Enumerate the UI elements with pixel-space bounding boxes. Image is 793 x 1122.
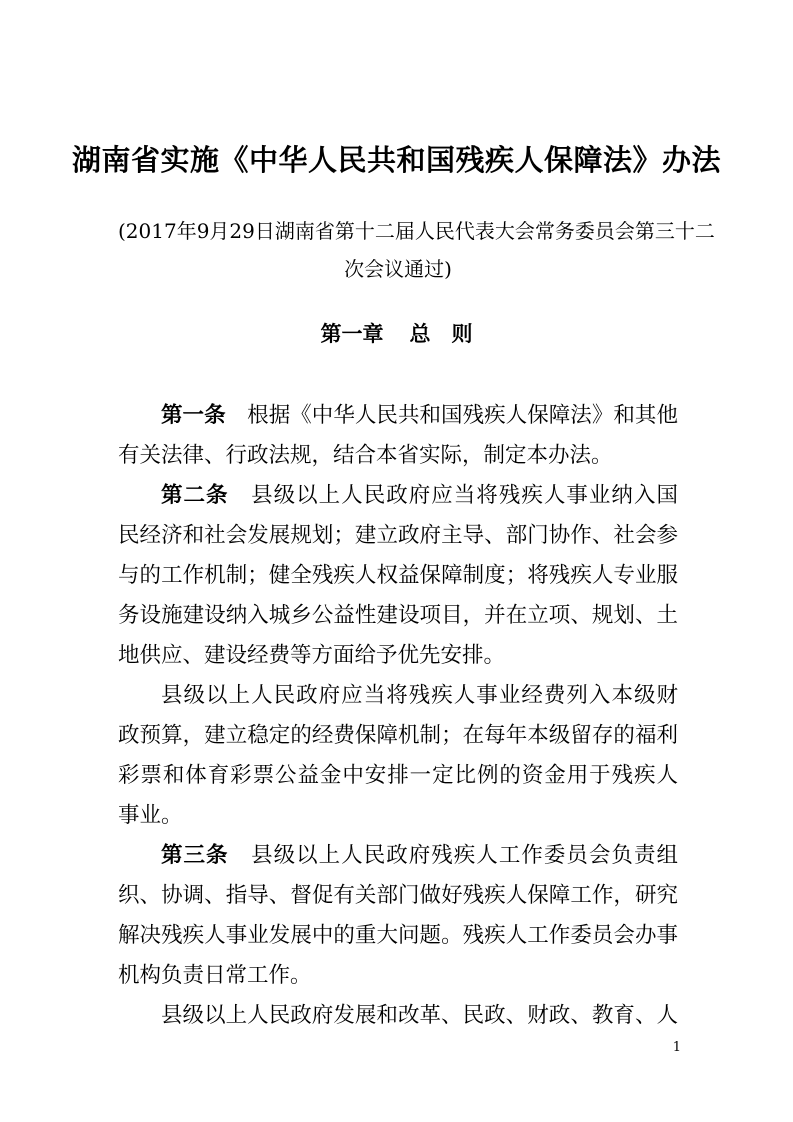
article-3-text-1: 县级以上人民政府残疾人工作委员会负责组 <box>251 843 678 868</box>
article-3-line-4: 机构负责日常工作。 <box>118 963 312 988</box>
article-1-line-2: 有关法律、行政法规，结合本省实际，制定本办法。 <box>118 443 613 468</box>
chapter-name: 总 则 <box>409 321 473 346</box>
article-3-p2-line-1: 县级以上人民政府发展和改革、民政、财政、教育、人 <box>161 1003 678 1028</box>
article-2 <box>118 476 678 676</box>
article-2-paragraph-2 <box>118 676 678 836</box>
article-3-line-2: 织、协调、指导、督促有关部门做好残疾人保障工作，研究 <box>118 883 678 908</box>
article-3-label: 第三条 <box>161 843 229 868</box>
adoption-note-line-2: 次会议通过) <box>344 257 452 281</box>
article-3-line-1 <box>118 836 678 876</box>
article-2-label: 第二条 <box>161 483 229 508</box>
article-1-line-1 <box>118 396 678 436</box>
page-number: 1 <box>672 1040 681 1055</box>
article-2-p2-line-3: 彩票和体育彩票公益金中安排一定比例的资金用于残疾人 <box>118 763 678 788</box>
article-3-line-3: 解决残疾人事业发展中的重大问题。残疾人工作委员会办事 <box>118 923 678 948</box>
adoption-note-line-1: (2017年9月29日湖南省第十二届人民代表大会常务委员会第三十二 <box>118 219 715 243</box>
adoption-note <box>118 212 715 288</box>
document-body <box>118 396 678 1036</box>
article-1-text-1: 根据《中华人民共和国残疾人保障法》和其他 <box>247 403 678 428</box>
article-2-p2-line-4: 事业。 <box>118 803 183 828</box>
article-3-paragraph-2 <box>118 996 678 1036</box>
article-2-text-1: 县级以上人民政府应当将残疾人事业纳入国 <box>251 483 678 508</box>
article-2-line-3: 与的工作机制；健全残疾人权益保障制度；将残疾人专业服 <box>118 563 678 588</box>
article-2-line-5: 地供应、建设经费等方面给予优先安排。 <box>118 643 506 668</box>
article-2-line-2: 民经济和社会发展规划；建立政府主导、部门协作、社会参 <box>118 523 678 548</box>
chapter-heading <box>0 318 793 348</box>
article-2-line-4: 务设施建设纳入城乡公益性建设项目，并在立项、规划、土 <box>118 603 678 628</box>
article-1-label: 第一条 <box>161 403 226 428</box>
article-2-p2-line-2: 政预算，建立稳定的经费保障机制；在每年本级留存的福利 <box>118 723 678 748</box>
article-3 <box>118 836 678 996</box>
chapter-number: 第一章 <box>320 321 384 346</box>
article-2-line-1 <box>118 476 678 516</box>
document-title: 湖南省实施《中华人民共和国残疾人保障法》办法 <box>71 143 721 177</box>
article-1 <box>118 396 678 476</box>
article-2-p2-line-1: 县级以上人民政府应当将残疾人事业经费列入本级财 <box>161 683 678 708</box>
